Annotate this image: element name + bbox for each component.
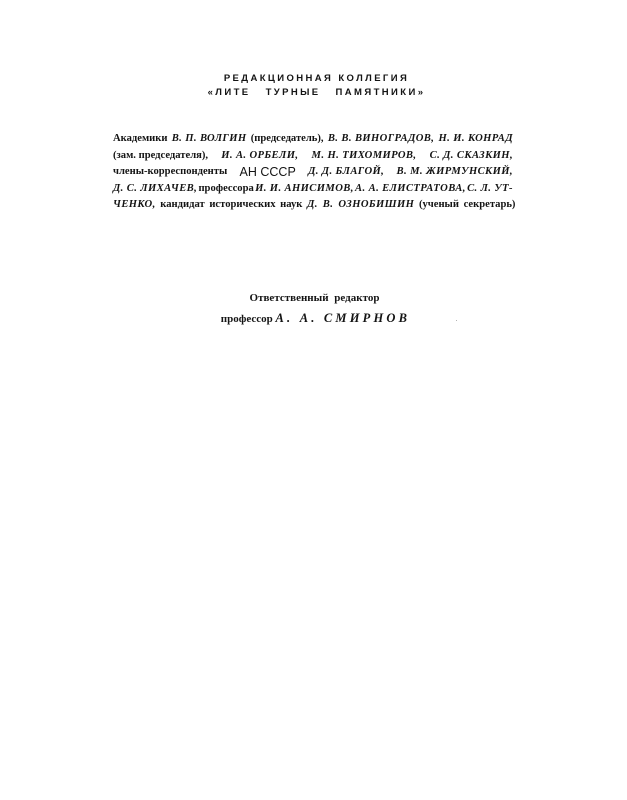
- editor-name: А. А. СМИРНОВ: [275, 311, 411, 325]
- member-name: И. А. ОРБЕЛИ,: [221, 149, 299, 161]
- members-text: члены-корреспонденты: [113, 166, 228, 178]
- members-line: [113, 197, 516, 214]
- academy-abbreviation: АН СССР: [239, 165, 296, 180]
- member-name: С. Л. УТ-: [467, 182, 513, 194]
- members-line: [113, 164, 513, 181]
- member-name: В. М. ЖИРМУНСКИЙ,: [396, 166, 513, 178]
- member-name: И. И. АНИСИМОВ,: [255, 182, 354, 194]
- series-name: «ЛИТЕ ТУРНЫЕ ПАМЯТНИКИ»: [207, 87, 426, 98]
- members-text: Академики: [113, 133, 168, 144]
- member-name: В. П. ВОЛГИН: [171, 133, 247, 144]
- members-text: (ученый секретарь): [418, 199, 516, 211]
- responsible-editor-block: [0, 288, 627, 329]
- editor-person: [4, 308, 627, 329]
- member-name: ЧЕНКО,: [113, 199, 156, 211]
- member-name: С. Д. СКАЗКИН,: [429, 149, 513, 161]
- members-line: [113, 181, 513, 198]
- members-text: (председатель),: [250, 133, 324, 144]
- member-name: В. В. ВИНОГРАДОВ,: [327, 133, 435, 144]
- board-members-list: [113, 131, 516, 214]
- members-text: профессора: [198, 182, 254, 194]
- member-name: М. Н. ТИХОМИРОВ,: [311, 149, 417, 161]
- members-text: кандидат исторических наук: [160, 199, 303, 211]
- scan-speck: [456, 320, 457, 321]
- member-name: Д. В. ОЗНОБИШИН: [307, 199, 415, 211]
- editor-role: Ответственный редактор: [249, 292, 380, 304]
- editorial-board-heading: [0, 72, 627, 100]
- members-line: [113, 148, 513, 165]
- editor-title: профессор: [220, 313, 273, 325]
- members-text: (зам. председателя),: [113, 149, 209, 161]
- member-name: Д. Д. БЛАГОЙ,: [308, 166, 385, 178]
- member-name: Д. С. ЛИХАЧЕВ,: [113, 182, 198, 194]
- member-name: Н. И. КОНРАД: [438, 133, 513, 144]
- members-line: [113, 131, 513, 148]
- board-title: РЕДАКЦИОННАЯ КОЛЛЕГИЯ: [223, 73, 410, 84]
- member-name: А. А. ЕЛИСТРАТОВА,: [355, 182, 466, 194]
